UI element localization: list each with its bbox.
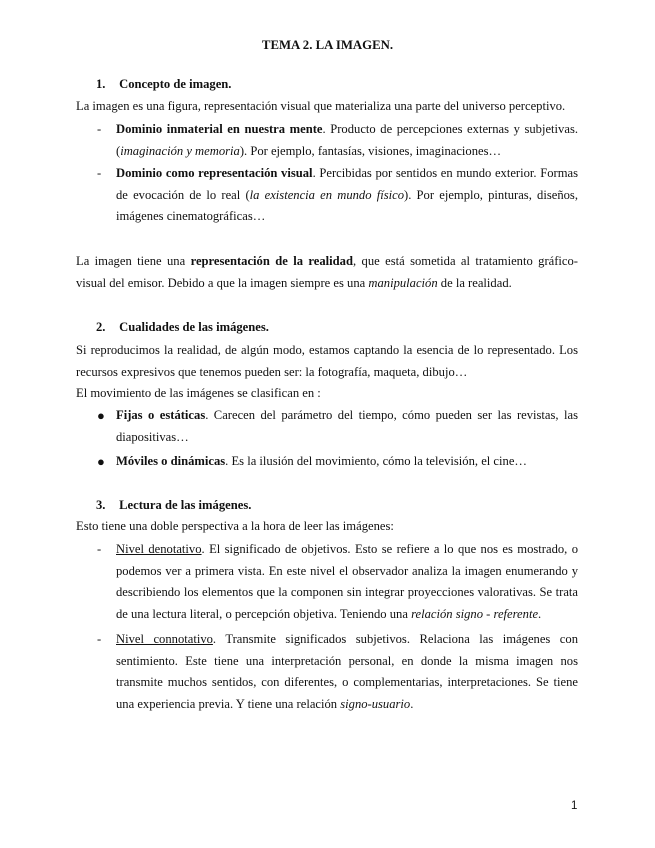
section-heading-cualidades bbox=[96, 317, 269, 339]
section-number: 1. bbox=[96, 77, 106, 91]
italic-text: relación signo - referente bbox=[411, 606, 539, 621]
page-number: 1 bbox=[571, 800, 578, 812]
list-item bbox=[116, 163, 578, 228]
italic-text: la existencia en mundo físico bbox=[249, 187, 405, 202]
item-text: ). Por ejemplo, fantasías, visiones, imaginaciones… bbox=[239, 143, 502, 158]
bold-term: Fijas o estáticas bbox=[116, 408, 206, 422]
paragraph-text: de la realidad. bbox=[437, 275, 512, 290]
section-title: Lectura de las imágenes. bbox=[119, 498, 252, 512]
bold-term: representación de la realidad bbox=[190, 254, 353, 268]
section-number: 2. bbox=[96, 320, 106, 334]
dash-marker: - bbox=[97, 542, 102, 556]
bold-term: Dominio inmaterial en nuestra mente bbox=[116, 122, 323, 136]
paragraph: La imagen es una figura, representación visual que materializa una parte del universo perceptivo. bbox=[76, 99, 566, 113]
section-number: 3. bbox=[96, 498, 106, 512]
section-heading-lectura bbox=[96, 495, 251, 517]
paragraph: Esto tiene una doble perspectiva a la hora de leer las imágenes: bbox=[76, 519, 394, 533]
italic-text: signo-usuario bbox=[340, 696, 411, 711]
dash-marker: - bbox=[97, 632, 102, 646]
paragraph bbox=[76, 251, 578, 294]
italic-text: imaginación y memoria bbox=[120, 143, 240, 158]
dash-marker: - bbox=[97, 122, 102, 136]
document-title: TEMA 2. LA IMAGEN. bbox=[261, 38, 394, 52]
item-text: . Producto de percepciones externas y subjetivas. ( bbox=[116, 122, 578, 158]
section-heading-concepto bbox=[96, 74, 231, 96]
bullet-icon: ● bbox=[97, 454, 105, 469]
paragraph-text: , que está sometida al tratamiento gráfico-visual del emisor. Debido a que la imagen siempre es una bbox=[76, 254, 579, 290]
list-item bbox=[116, 119, 578, 162]
item-text: ). Por ejemplo, pinturas, diseños, imágenes cinematográficas… bbox=[116, 187, 578, 223]
paragraph-text: La imagen tiene una bbox=[76, 254, 191, 268]
paragraph: El movimiento de las imágenes se clasifican en : bbox=[76, 386, 321, 400]
italic-text: manipulación bbox=[368, 275, 438, 290]
list-item bbox=[116, 539, 578, 625]
bullet-icon: ● bbox=[97, 408, 105, 423]
list-item bbox=[116, 451, 578, 473]
bold-term: Móviles o dinámicas bbox=[116, 454, 226, 468]
item-text: . Transmite significados subjetivos. Relaciona las imágenes con sentimiento. Este tiene una interpretación personal, en donde la misma imagen nos transmite muchos sentidos, con diferentes, o complementarias, interpretaciones. Se tiene una experiencia previa. Y tiene una relación bbox=[116, 632, 578, 711]
bold-term: Dominio como representación visual bbox=[116, 166, 313, 180]
list-item bbox=[116, 629, 578, 715]
list-item bbox=[116, 405, 578, 448]
item-text: . El significado de objetivos. Esto se refiere a lo que nos es mostrado, o podemos ver a primera vista. En este nivel el observador analiza la imagen enumerando y describiendo los elementos que la componen sin integrar proyecciones valorativas. Se trata de una lectura literal, o percepción objetiva. Teniendo una bbox=[116, 542, 578, 621]
dash-marker: - bbox=[97, 166, 102, 180]
item-text: . bbox=[410, 696, 414, 711]
paragraph: Si reproducimos la realidad, de algún modo, estamos captando la esencia de lo representado. Los recursos expresivos que tenemos pueden ser: la fotografía, maqueta, dibujo… bbox=[76, 343, 578, 379]
underlined-term: Nivel denotativo bbox=[116, 542, 202, 556]
item-text: . Percibidas por sentidos en mundo exterior. Formas de evocación de lo real ( bbox=[116, 166, 578, 202]
underlined-term: Nivel connotativo bbox=[116, 632, 213, 646]
section-title: Concepto de imagen. bbox=[119, 77, 232, 91]
item-text: . Carecen del parámetro del tiempo, cómo pueden ser las revistas, las diapositivas… bbox=[116, 408, 578, 444]
item-text: . bbox=[538, 606, 542, 621]
section-title: Cualidades de las imágenes. bbox=[119, 320, 269, 334]
item-text: . Es la ilusión del movimiento, cómo la televisión, el cine… bbox=[225, 454, 528, 468]
